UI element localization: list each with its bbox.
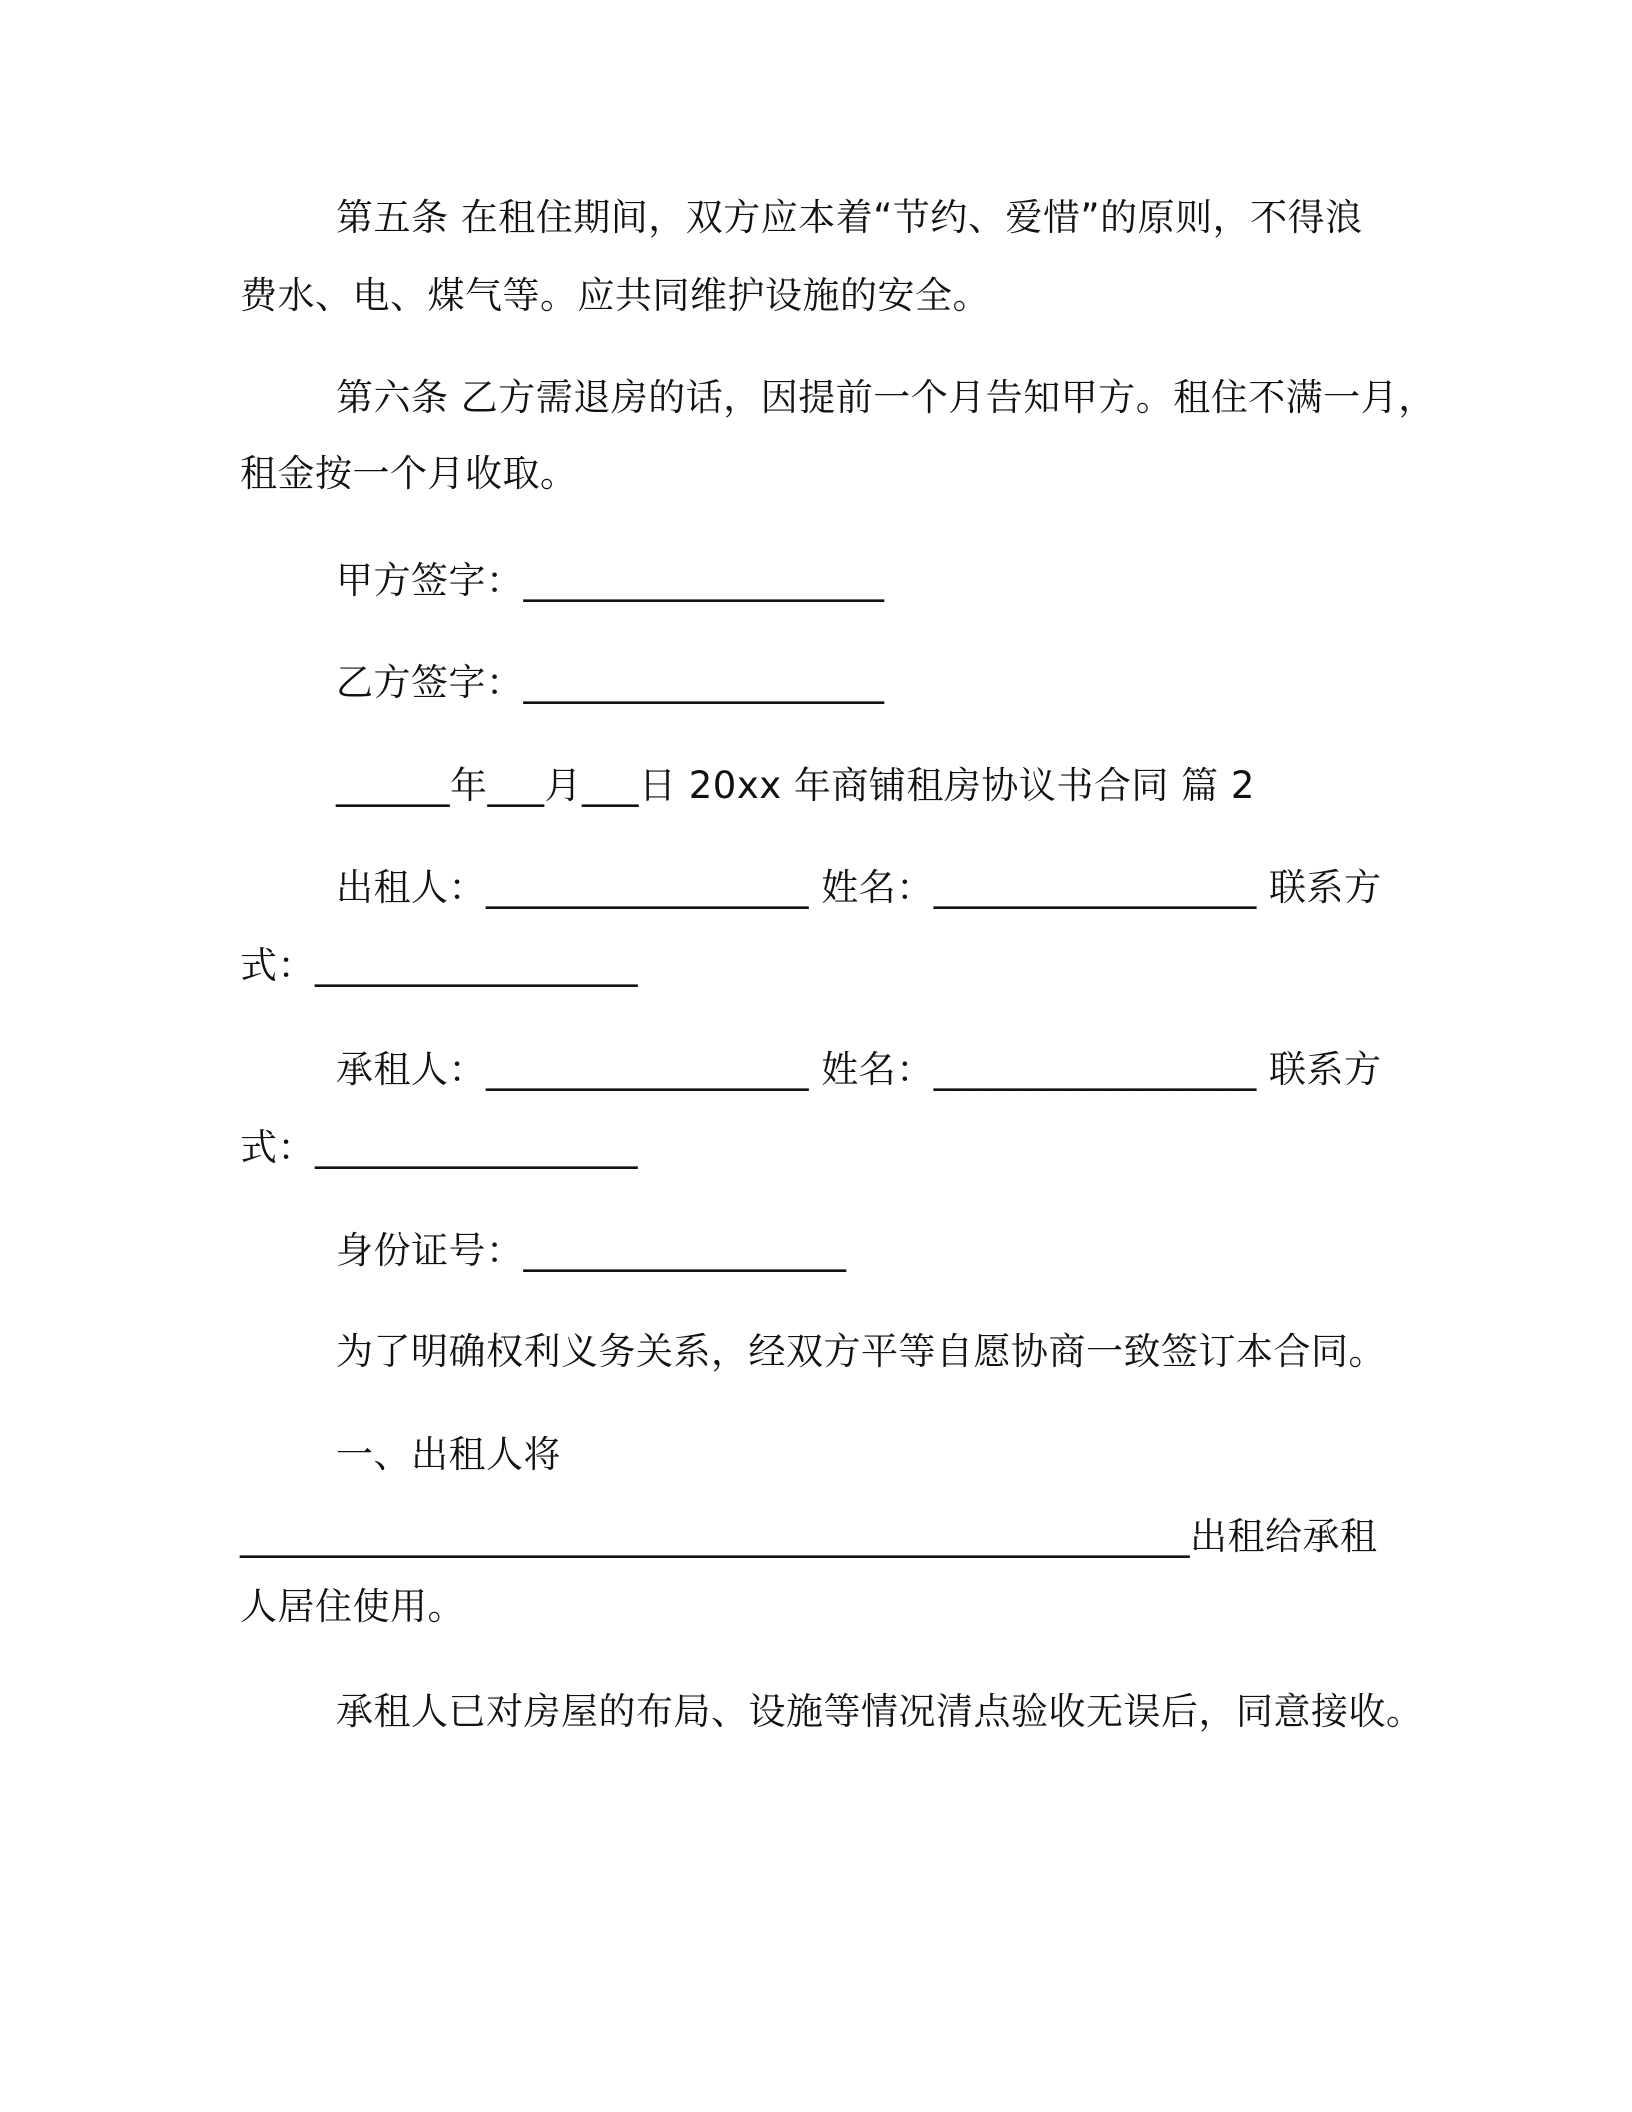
contract-purpose-line: 为了明确权利义务关系，经双方平等自愿协商一致签订本合同。 — [336, 1330, 1386, 1373]
article-5-line-1: 第五条 在租住期间，双方应本着“节约、爱惜”的原则，不得浪 — [336, 196, 1363, 239]
article-6-line-2: 租金按一个月收取。 — [240, 452, 578, 495]
party-b-signature-line: 乙方签字：___________________ — [336, 661, 885, 704]
lessee-info-line-2: 式：_________________ — [240, 1126, 638, 1169]
article-6-line-1: 第六条 乙方需退房的话，因提前一个月告知甲方。租住不满一月， — [336, 376, 1436, 419]
lessor-info-line-1: 出租人：_________________ 姓名：_________________ 联系方 — [336, 866, 1382, 909]
article-5-line-2: 费水、电、煤气等。应共同维护设施的安全。 — [240, 274, 990, 317]
lessee-info-line-1: 承租人：_________________ 姓名：_________________ 联系方 — [336, 1048, 1382, 1091]
clause-1-heading: 一、出租人将 — [336, 1433, 561, 1476]
lessor-info-line-2: 式：_________________ — [240, 944, 638, 987]
party-a-signature-line: 甲方签字：___________________ — [336, 559, 885, 602]
id-number-line: 身份证号：_________________ — [336, 1229, 847, 1272]
date-and-title-line: ______年___月___日 20xx 年商铺租房协议书合同 篇 2 — [336, 764, 1255, 807]
acceptance-line: 承租人已对房屋的布局、设施等情况清点验收无误后，同意接收。 — [336, 1690, 1424, 1733]
clause-1-line-2: __________________________________________________出租给承租 — [240, 1515, 1378, 1558]
clause-1-line-3: 人居住使用。 — [240, 1585, 465, 1628]
